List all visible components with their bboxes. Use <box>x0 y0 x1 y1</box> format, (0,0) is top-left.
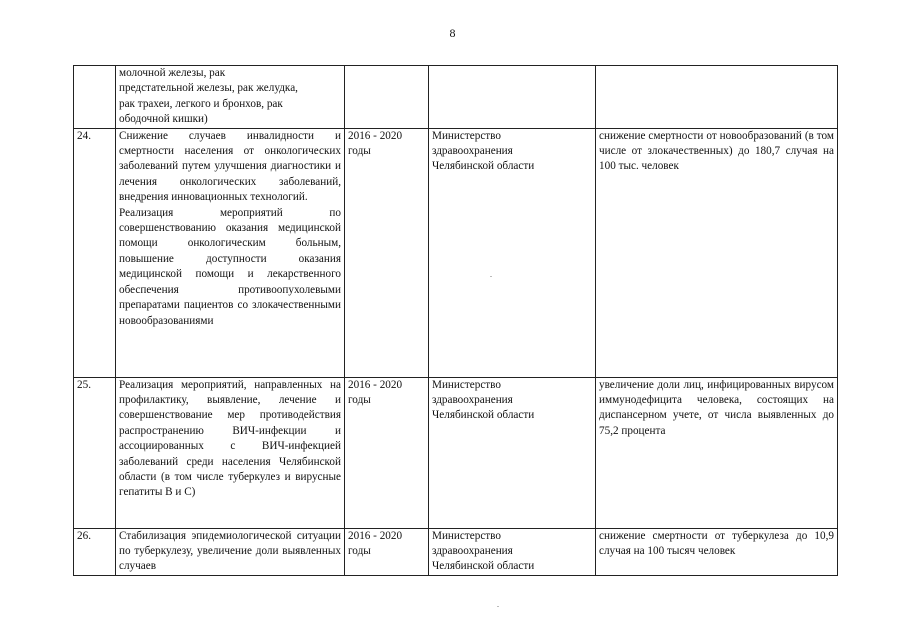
indicator-cell: увеличение доли лиц, инфицированных вирусом иммунодефицита человека, состоящих на диспансерном учете, от числа выявленных до 75,2 процента <box>596 377 838 528</box>
period-cell: 2016 - 2020 годы <box>345 528 429 575</box>
row-number-cell: 24. <box>74 128 116 377</box>
table-row <box>74 377 838 528</box>
indicator-cell: снижение смертности от туберкулеза до 10,9 случая на 100 тысяч человек <box>596 528 838 575</box>
executor-line: здравоохранения <box>432 145 513 158</box>
executor-cell <box>429 377 596 528</box>
executor-cell <box>429 528 596 575</box>
measure-paragraph: Реализация мероприятий, направленных на профилактику, выявление, лечение и совершенствование мер противодействия распространению ВИЧ-инфекции и ассоциированных с ВИЧ-инфекцией заболеваний среди населения Челябинской области (в том числе туберкулез и вирусные гепатиты В и С) <box>119 378 341 499</box>
row-number-cell: 25. <box>74 377 116 528</box>
period-cell: 2016 - 2020 годы <box>345 128 429 377</box>
period-cell: 2016 - 2020 годы <box>345 377 429 528</box>
executor-line: Челябинской области <box>432 560 535 573</box>
measure-cell <box>116 66 345 129</box>
executor-line: здравоохранения <box>432 394 513 407</box>
period-cell <box>345 66 429 129</box>
measure-line: молочной железы, рак <box>119 67 226 79</box>
row-number-cell: 26. <box>74 528 116 575</box>
executor-line: Министерство <box>432 529 501 542</box>
measure-line: ободочной кишки) <box>119 113 208 126</box>
executor-line: Челябинской области <box>432 160 535 173</box>
indicator-cell <box>596 66 838 129</box>
table-row <box>74 528 838 575</box>
scan-speck <box>497 606 499 607</box>
indicator-cell: снижение смертности от новообразований (в том числе от злокачественных) до 180,7 случая на 100 тыс. человек <box>596 128 838 377</box>
measure-paragraph: Снижение случаев инвалидности и смертности населения от онкологических заболеваний путем улучшения диагностики и лечения онкологических заболеваний, внедрения инновационных технологий. <box>119 129 341 204</box>
page-number: 8 <box>449 26 456 40</box>
table-row <box>74 66 838 129</box>
measure-cell <box>116 377 345 528</box>
measures-table <box>73 65 838 576</box>
measure-cell <box>116 128 345 377</box>
scan-speck <box>490 276 492 277</box>
executor-line: здравоохранения <box>432 545 513 558</box>
measure-cell <box>116 528 345 575</box>
table-row <box>74 128 838 377</box>
measure-line: предстательной железы, рак желудка, <box>119 82 298 95</box>
row-number-cell <box>74 66 116 129</box>
measure-paragraph: Стабилизация эпидемиологической ситуации по туберкулезу, увеличение доли выявленных случаев <box>119 529 341 573</box>
executor-line: Министерство <box>432 129 501 142</box>
executor-line: Министерство <box>432 378 501 391</box>
measure-paragraph: Реализация мероприятий по совершенствованию оказания медицинской помощи онкологическим больным, повышение доступности оказания медицинской помощи и лекарственного обеспечения противоопухолевыми препаратами пациентов со злокачественными новообразованиями <box>119 206 341 327</box>
executor-cell <box>429 128 596 377</box>
measure-line: рак трахеи, легкого и бронхов, рак <box>119 97 283 110</box>
executor-cell <box>429 66 596 129</box>
executor-line: Челябинской области <box>432 409 535 422</box>
